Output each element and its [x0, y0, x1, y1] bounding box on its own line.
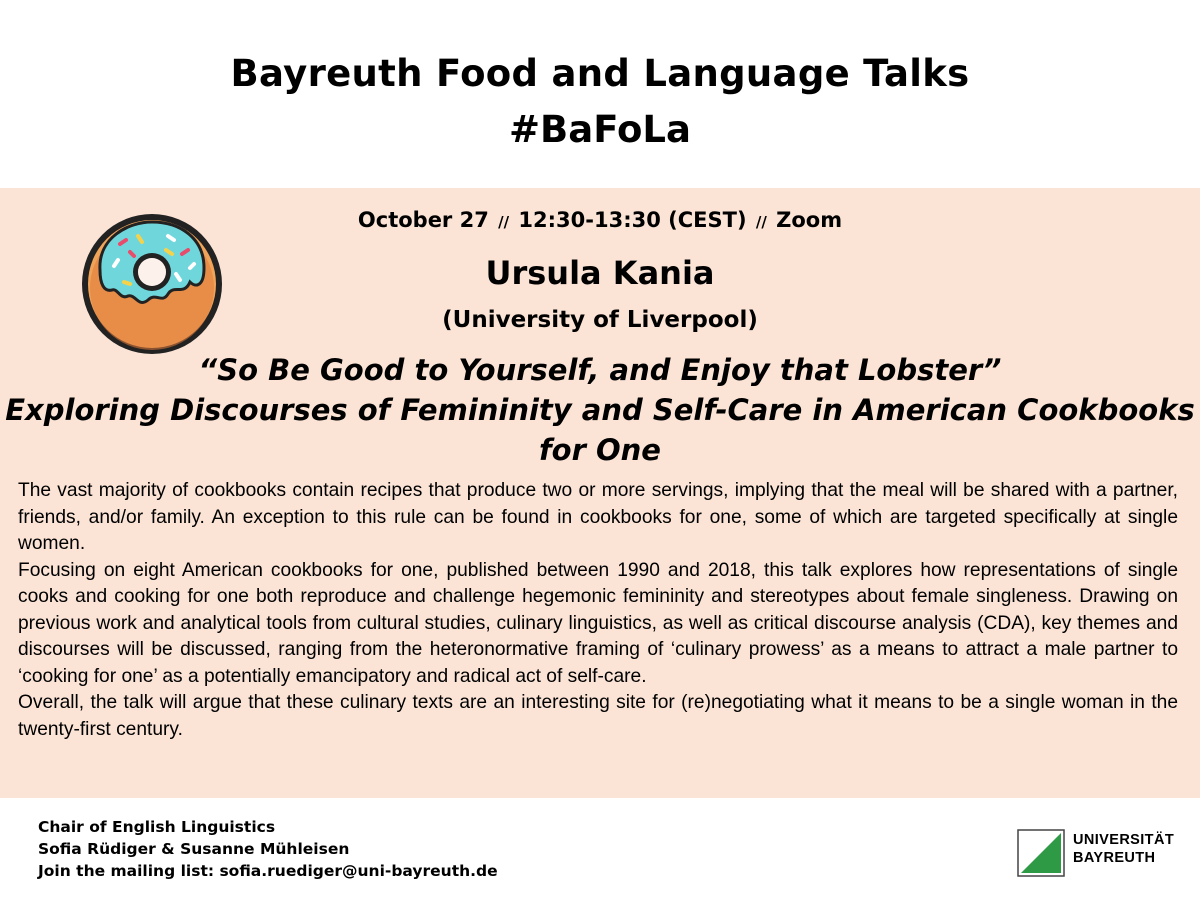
separator: // [498, 213, 510, 231]
university-logo-icon [1017, 829, 1065, 877]
event-details [0, 208, 1200, 232]
talk-title-line: Exploring Discourses of Femininity and Self-Care in American Cookbooks [5, 393, 1195, 427]
footer-info [38, 816, 498, 882]
talk-title-line: “So Be Good to Yourself, and Enjoy that Lobster” [198, 353, 1002, 387]
speaker-affiliation: (University of Liverpool) [442, 307, 758, 333]
talk-title-line: for One [539, 433, 661, 467]
abstract [18, 478, 1178, 743]
separator: // [755, 213, 767, 231]
university-name-line: BAYREUTH [1073, 850, 1156, 866]
event-series-title: Bayreuth Food and Language Talks [230, 52, 970, 95]
event-venue: Zoom [776, 208, 843, 232]
university-name [1073, 831, 1174, 867]
speaker-name: Ursula Kania [485, 254, 715, 292]
mailing-list: Join the mailing list: sofia.ruediger@uni-bayreuth.de [38, 862, 498, 880]
university-name-line: UNIVERSITÄT [1073, 832, 1175, 848]
abstract-paragraph: Focusing on eight American cookbooks for one, published between 1990 and 2018, this talk explores how representations of single cooks and cooking for one both reproduce and challenge hegemonic femininity and stereotypes about female singleness. Drawing on previous work and analytical tools from cultural studies, culinary linguistics, as well as critical discourse analysis (CDA), key themes and discourses will be discussed, ranging from the heteronormative framing of ‘culinary prowess’ as a means to attract a male partner to ‘cooking for one’ as a potentially emancipatory and radical act of self-care. [18, 559, 1178, 687]
event-date: October 27 [357, 208, 489, 232]
abstract-paragraph: The vast majority of cookbooks contain recipes that produce two or more servings, implying that the meal will be shared with a partner, friends, and/or family. An exception to this rule can be found in cookbooks for one, some of which are targeted specifically at single women. [18, 480, 1178, 554]
hashtag: #BaFoLa [509, 108, 691, 151]
event-time: 12:30-13:30 (CEST) [518, 208, 747, 232]
talk-title [0, 350, 1200, 470]
header [0, 0, 1200, 188]
abstract-paragraph: Overall, the talk will argue that these culinary texts are an interesting site for (re)negotiating what it means to be a single woman in the twenty-first century. [18, 692, 1178, 740]
organizers: Sofia Rüdiger & Susanne Mühleisen [38, 840, 350, 858]
chair-name: Chair of English Linguistics [38, 818, 276, 836]
